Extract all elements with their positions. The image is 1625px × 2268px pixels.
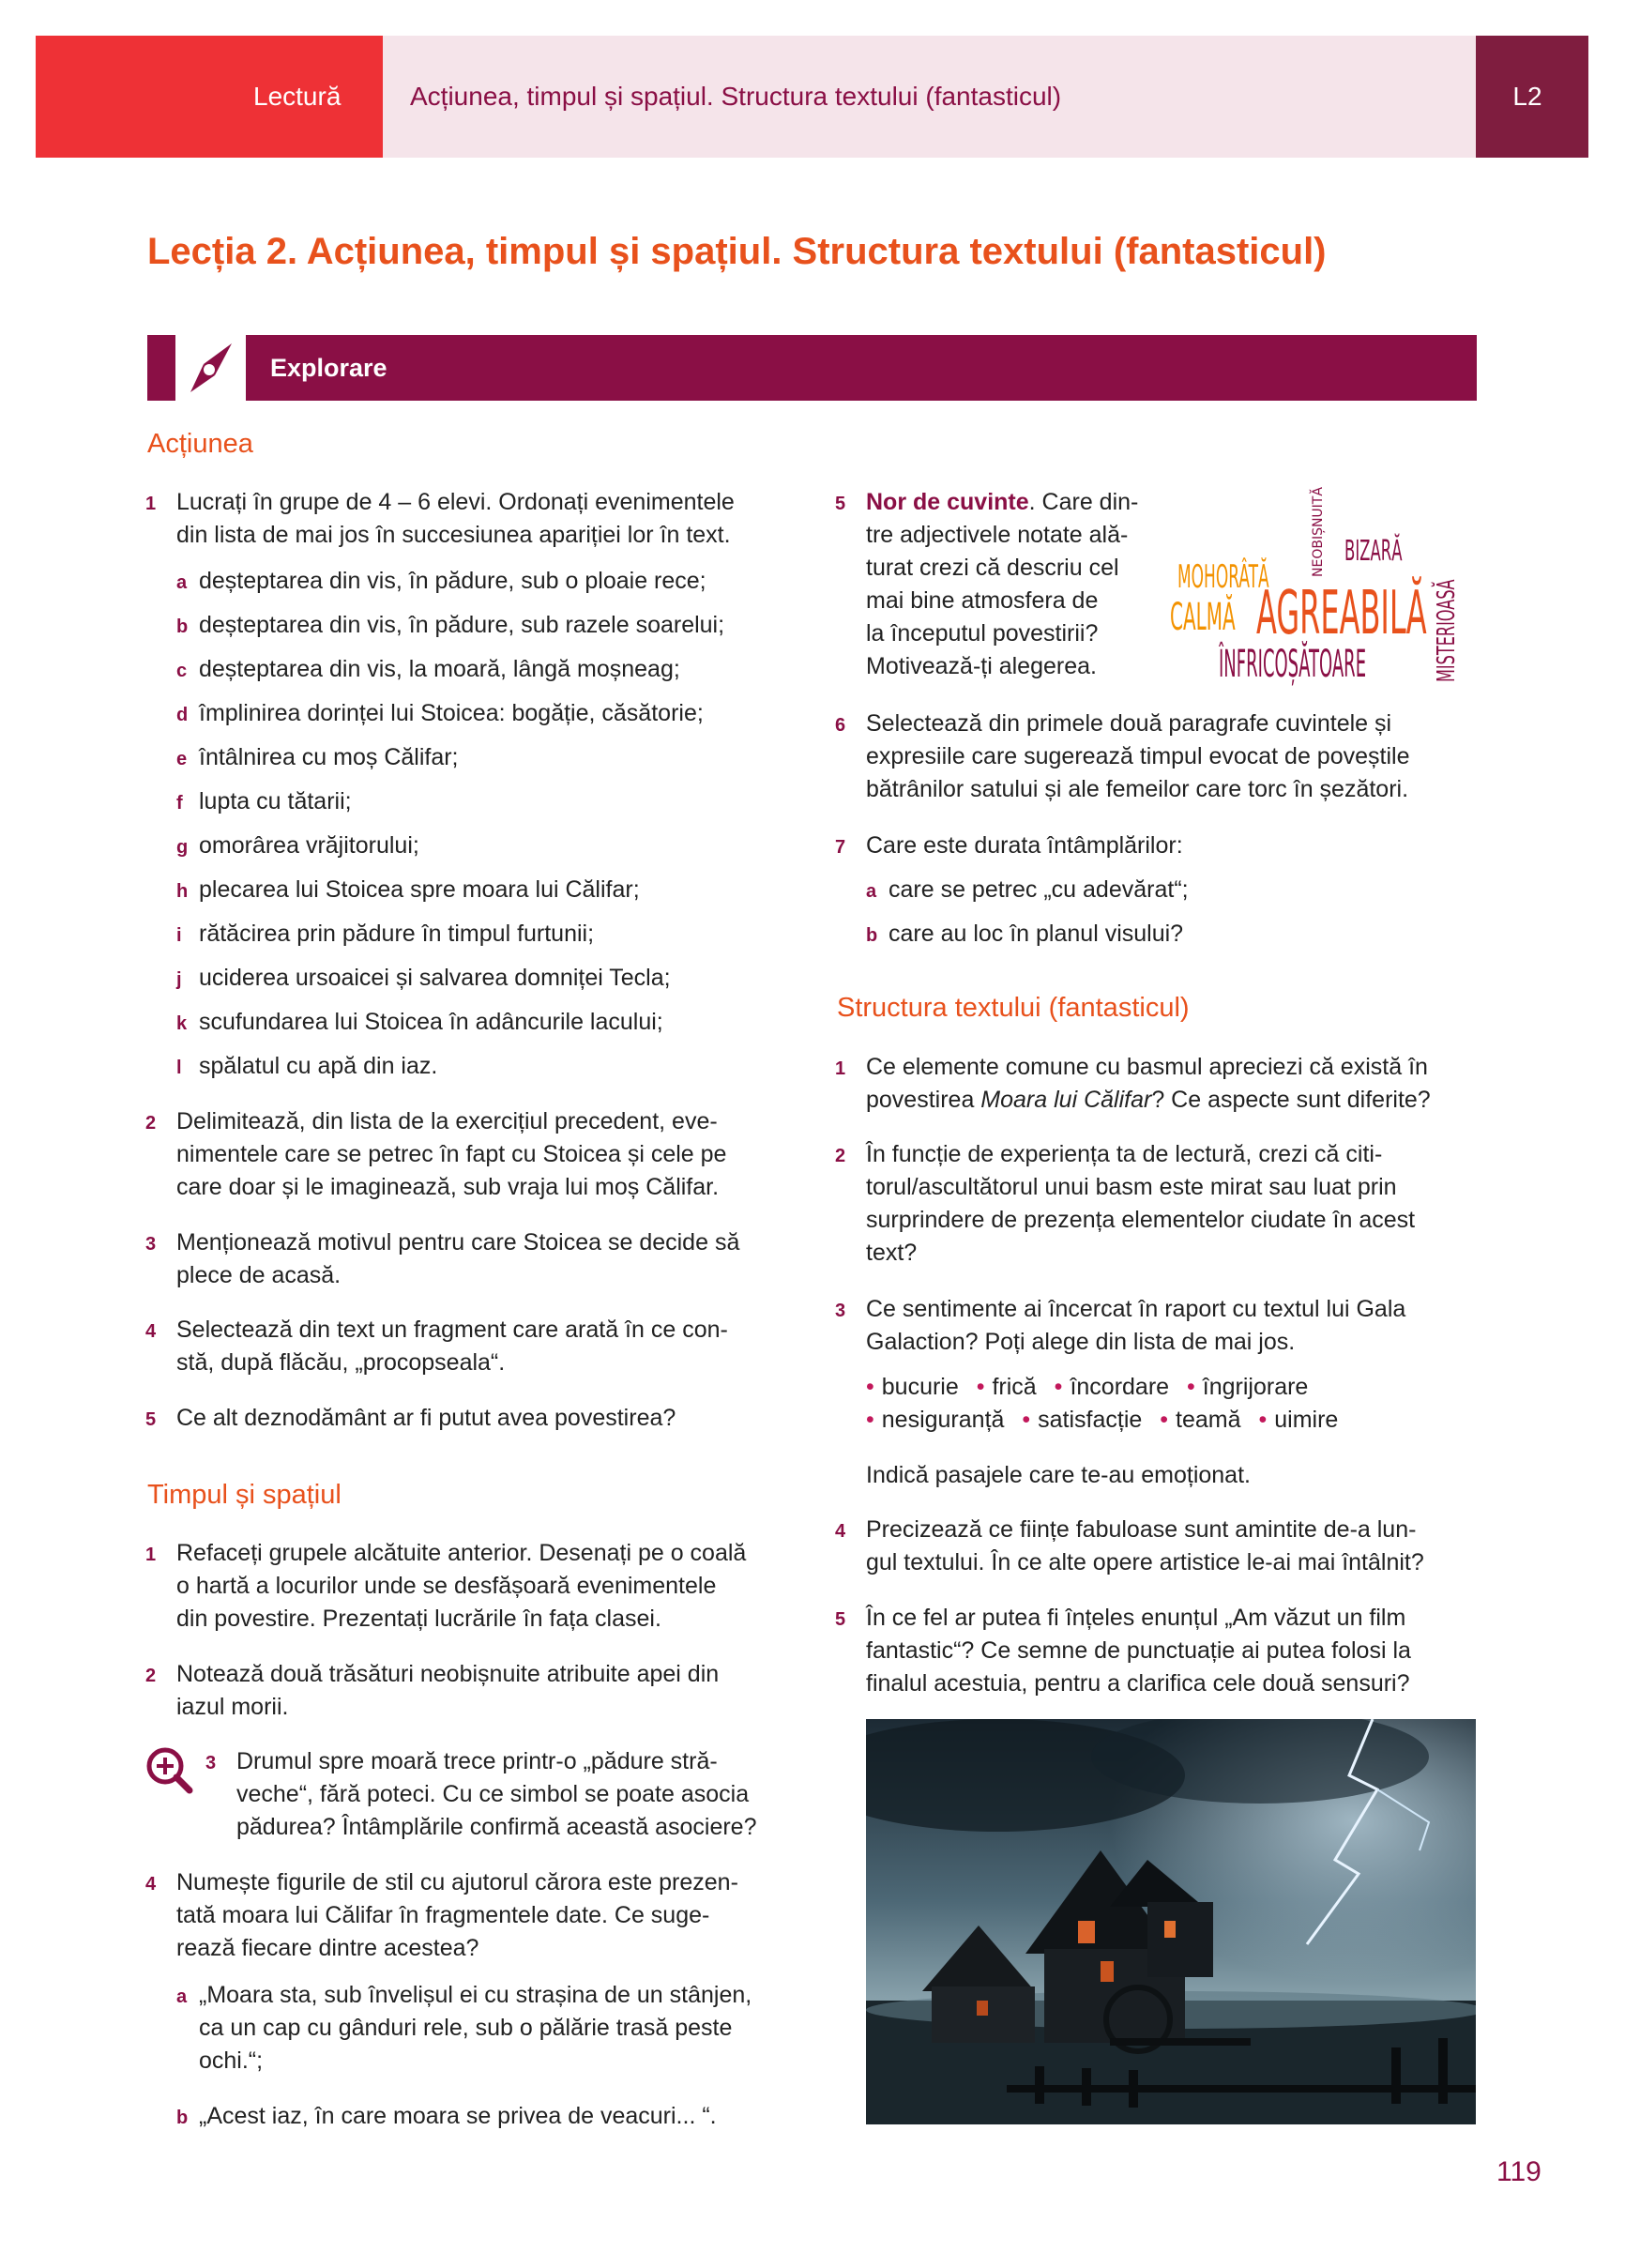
exercise-number: 6: [835, 715, 846, 736]
structura-exercise-4: 4 Precizează ce ființe fabuloase sunt amintite de-a lun- gul textului. În ce alte opere artistice le-ai mai întâlnit?: [835, 1516, 1424, 1575]
actiunea-exercise-2: 2 Delimitează, din lista de la exercițiul precedent, eve- nimentele care se petrec în fapt cu Stoicea și cele pe care doar și le imaginează, sub vraja lui moș Călifar.: [145, 1108, 727, 1200]
word-cloud-word: MOHORÂTĂ: [1177, 558, 1269, 596]
exercise-number: 4: [145, 1874, 157, 1895]
exercise-number: 4: [145, 1321, 157, 1342]
list-item: k scufundarea lui Stoicea în adâncurile lacului;: [176, 1009, 663, 1035]
list-item: i rătăcirea prin pădure în timpul furtunii;: [176, 921, 595, 947]
word-cloud-word: BIZARĂ: [1344, 535, 1403, 568]
section-structura-title: Structura textului (fantasticul): [837, 993, 1190, 1023]
feelings-row-2: • nesiguranță • satisfacție • teamă • uimire: [866, 1407, 1339, 1433]
right-ex7-b: b care au loc în planul visului?: [866, 921, 1184, 947]
header-lesson-code: L2: [1512, 82, 1542, 111]
word-cloud-word: AGREABILĂ: [1256, 579, 1427, 648]
exercise-number: 5: [145, 1409, 157, 1430]
exercise-number: 2: [835, 1146, 846, 1166]
exercise-number: 4: [835, 1521, 846, 1542]
structura-exercise-1: 1 Ce elemente comune cu basmul apreciezi că există în povestirea Moara lui Călifar? Ce aspecte sunt diferite?: [835, 1054, 1431, 1113]
list-item: g omorârea vrăjitorului;: [176, 832, 419, 859]
exercise-number: 7: [835, 837, 846, 858]
list-item: a deșteptarea din vis, în pădure, sub o ploaie rece;: [176, 568, 706, 594]
structura-exercise-2: 2 În funcție de experiența ta de lectură, crezi că citi- torul/ascultătorul unui basm este mirat sau luat prin surprindere de prezența elementelor ciudate în acest text?: [835, 1141, 1416, 1266]
exercise-number: 5: [835, 494, 846, 514]
exercise-number: 2: [145, 1666, 157, 1686]
feelings-row-1: • bucurie • frică • încordare • îngrijorare: [866, 1374, 1309, 1400]
timpul-exercise-2: 2 Notează două trăsături neobișnuite atribuite apei din iazul morii.: [145, 1661, 720, 1720]
timpul-ex4-a: a „Moara sta, sub învelișul ei cu strașina de un stânjen, ca un cap cu gânduri rele, sub o pălărie trasă peste ochi.“;: [176, 1982, 752, 2074]
page-number: 119: [1496, 2156, 1541, 2187]
word-cloud-word: MISTERIOASĂ: [1433, 579, 1461, 682]
exercise-text-line: din lista de mai jos în succesiunea apariției lor în text.: [176, 522, 731, 548]
lesson-title: Lecția 2. Acțiunea, timpul și spațiul. Structura textului (fantasticul): [147, 231, 1327, 272]
list-item: l spălatul cu apă din iaz.: [176, 1053, 438, 1079]
timpul-exercise-1: 1 Refaceți grupele alcătuite anterior. Desenați pe o coală o hartă a locurilor unde se desfășoară evenimentele din povestire. Prezentați lucrările în fața clasei.: [145, 1540, 747, 1632]
list-item: e întâlnirea cu moș Călifar;: [176, 744, 459, 770]
list-item: d împlinirea dorinței lui Stoicea: bogăție, căsătorie;: [176, 700, 704, 726]
stormy-mill-photo: [866, 1719, 1476, 2124]
actiunea-exercise-4: 4 Selectează din text un fragment care arată în ce con- stă, după flăcău, „procopseala“.: [145, 1317, 728, 1376]
right-exercise-6: 6 Selectează din primele două paragrafe cuvintele și expresiile care sugerează timpul evocat de poveștile bătrânilor satului și ale femeilor care torc în șezători.: [835, 710, 1410, 802]
exercise-number: 5: [835, 1609, 846, 1630]
actiunea-exercise-3: 3 Menționează motivul pentru care Stoicea se decide să plece de acasă.: [145, 1229, 740, 1288]
exercise-text-line: Lucrați în grupe de 4 – 6 elevi. Ordonați evenimentele: [176, 489, 735, 515]
compass-icon: [183, 340, 239, 396]
exercise-number: 1: [145, 1545, 157, 1565]
word-cloud-word: ÎNFRICOȘĂTOARE: [1219, 643, 1367, 686]
header-section-label: Lectură: [253, 82, 342, 111]
actiunea-ex1-list: [176, 565, 724, 1094]
list-item: c deșteptarea din vis, la moară, lângă moșneag;: [176, 656, 680, 682]
timpul-exercise-4: 4 Numește figurile de stil cu ajutorul cărora este prezen- tată moara lui Călifar în fragmentele date. Ce suge- rează fiecare dintre acestea?: [145, 1869, 738, 1961]
word-cloud-word: NEOBIȘNUITĂ: [1311, 487, 1326, 577]
exercise-number: 3: [145, 1234, 157, 1255]
structura-exercise-5: 5 În ce fel ar putea fi înțeles enunțul „Am văzut un film fantastic“? Ce semne de punctuație ai putea folosi la finalul acestuia, pentru a clarifica cele două sensuri?: [835, 1605, 1411, 1697]
section-timpul-title: Timpul și spațiul: [147, 1480, 342, 1510]
explorare-bar-gap: [175, 335, 183, 401]
list-item: j uciderea ursoaicei și salvarea domniței Tecla;: [176, 965, 671, 991]
list-item: b deșteptarea din vis, în pădure, sub razele soarelui;: [176, 612, 725, 638]
right-ex7-a: a care se petrec „cu adevărat“;: [866, 876, 1189, 903]
exercise-number: 3: [835, 1301, 846, 1321]
exercise-number: 3: [205, 1753, 217, 1773]
zoom-plus-icon: [144, 1745, 193, 1794]
right-exercise-7: 7 Care este durata întâmplărilor:: [866, 830, 1485, 862]
actiunea-exercise-1: [145, 486, 796, 552]
exercise-number: 2: [145, 1113, 157, 1134]
right-exercise-5: 5 Nor de cuvinte. Care din- tre adjectivele notate ală- turat crezi că descriu cel mai bine atmosfera de la începutul povestirii? Motivează-ți alegerea.: [835, 489, 1139, 679]
exercise-number: 1: [835, 1058, 846, 1079]
list-item: f lupta cu tătarii;: [176, 788, 352, 814]
actiunea-exercise-5: 5 Ce alt deznodământ ar fi putut avea povestirea?: [176, 1402, 796, 1435]
timpul-exercise-3: 3 Drumul spre moară trece printr-o „pădure stră- veche“, fără poteci. Cu ce simbol se poate asocia pădurea? Întâmplările confirmă această asociere?: [205, 1748, 757, 1840]
word-cloud-word: CALMĂ: [1170, 596, 1236, 639]
section-actiunea-title: Acțiunea: [147, 429, 253, 459]
structura-ex3-after: Indică pasajele care te-au emoționat.: [866, 1462, 1251, 1488]
structura-exercise-3: 3 Ce sentimente ai încercat în raport cu textul lui Gala Galaction? Poți alege din lista de mai jos.: [835, 1296, 1406, 1355]
word-cloud: [1170, 487, 1478, 690]
timpul-ex4-b: b „Acest iaz, în care moara se privea de veacuri... “.: [176, 2103, 717, 2129]
header-topic: Acțiunea, timpul și spațiul. Structura textului (fantasticul): [410, 82, 1062, 111]
explorare-label: Explorare: [270, 354, 387, 382]
exercise-number: 1: [145, 494, 157, 514]
list-item: h plecarea lui Stoicea spre moara lui Călifar;: [176, 876, 640, 903]
